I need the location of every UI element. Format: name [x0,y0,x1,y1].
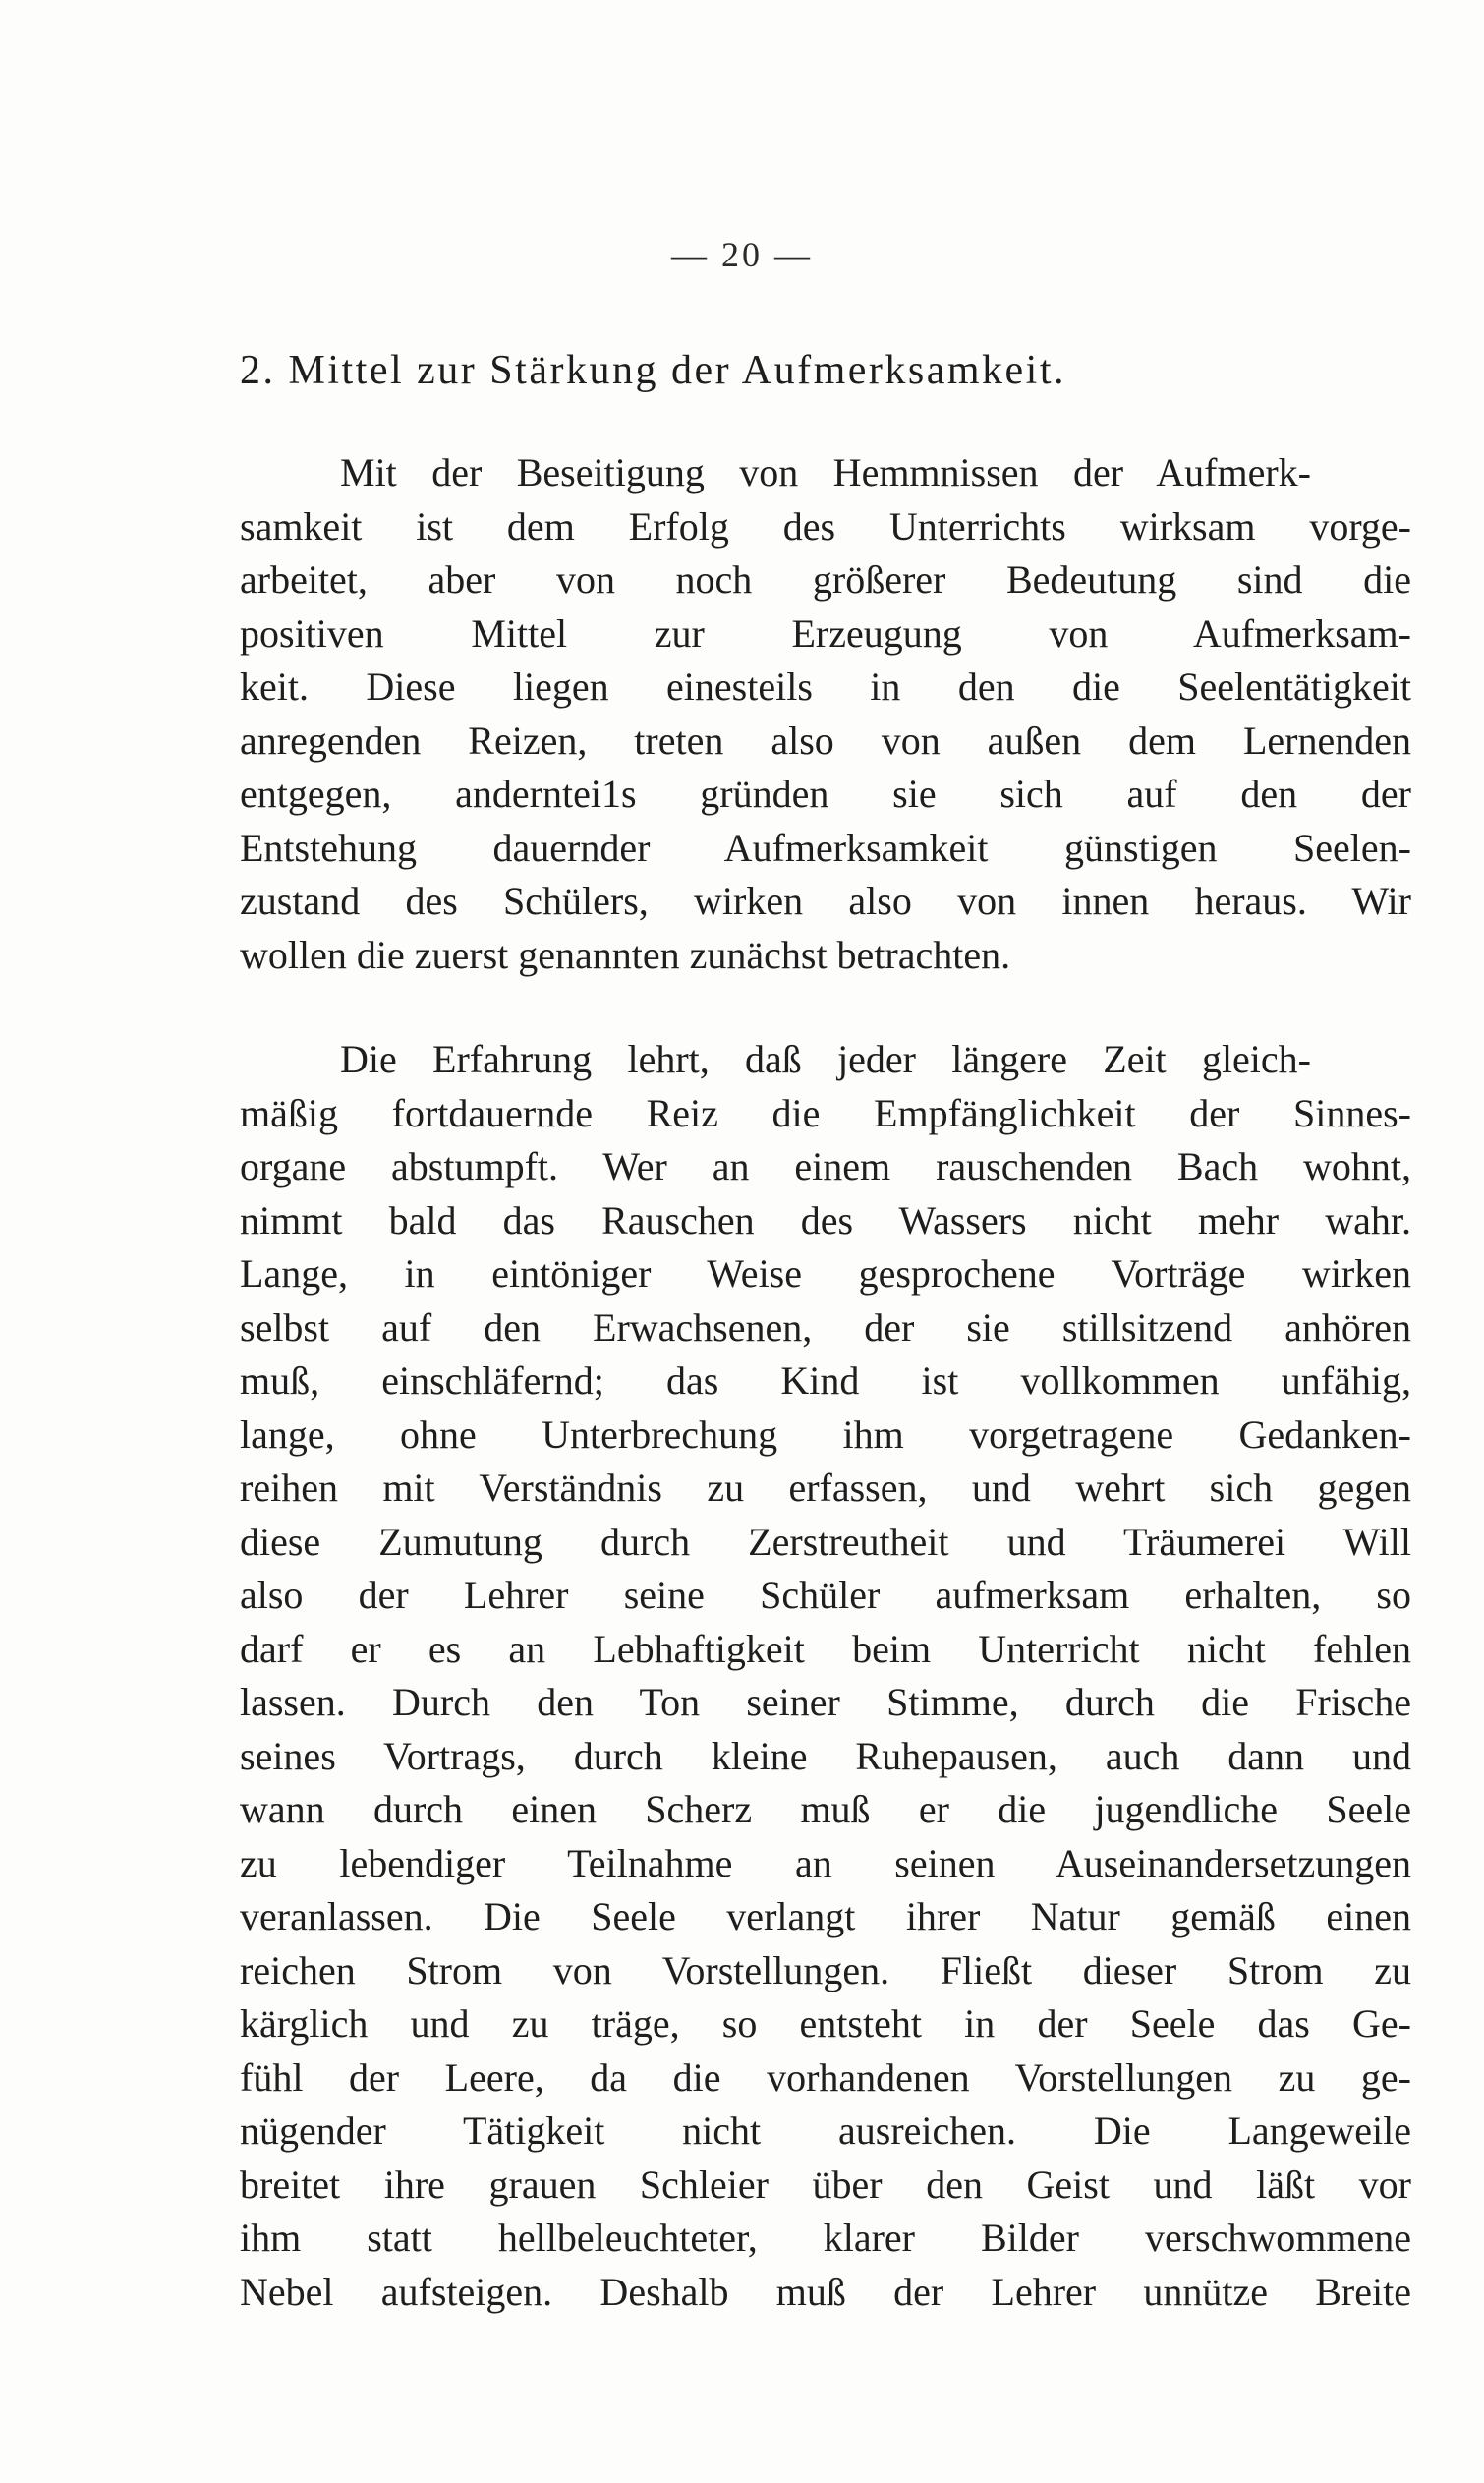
text-line: kärglich und zu träge, so entsteht in der Seele das Ge- [240,2001,1411,2046]
text-line: Lange, in eintöniger Weise gesprochene Vorträge wirken [240,1251,1411,1296]
text-line: veranlassen. Die Seele verlangt ihrer Natur gemäß einen [240,1894,1411,1938]
text-line: positiven Mittel zur Erzeugung von Aufmerksam- [240,610,1411,656]
paragraph-2 [240,1033,1411,2319]
text-line: breitet ihre grauen Schleier über den Geist und läßt vor [240,2162,1411,2207]
paragraph-1 [240,446,1411,982]
paragraph-spacer [240,982,1411,1033]
text-line: darf er es an Lebhaftigkeit beim Unterricht nicht fehlen [240,1626,1411,1671]
text-line: mäßig fortdauernde Reiz die Empfänglichkeit der Sinnes- [240,1090,1411,1135]
text-line: anregenden Reizen, treten also von außen dem Lernenden [240,718,1411,763]
text-line: samkeit ist dem Erfolg des Unterrichts wirksam vorge- [240,503,1411,549]
text-line: wann durch einen Scherz muß er die jugendliche Seele [240,1787,1411,1831]
text-line: seines Vortrags, durch kleine Ruhepausen, auch dann und [240,1733,1411,1778]
text-line: reihen mit Verständnis zu erfassen, und wehrt sich gegen [240,1466,1411,1510]
text-line: also der Lehrer seine Schüler aufmerksam erhalten, so [240,1573,1411,1617]
text-line: Nebel aufsteigen. Deshalb muß der Lehrer unnütze Breite [240,2269,1411,2314]
text-line: nimmt bald das Rauschen des Wassers nicht mehr wahr. [240,1197,1411,1242]
text-line: lange, ohne Unterbrechung ihm vorgetragene Gedanken- [240,1412,1411,1457]
text-line: zu lebendiger Teilnahme an seinen Auseinandersetzungen [240,1840,1411,1885]
text-line: nügender Tätigkeit nicht ausreichen. Die Langeweile [240,2108,1411,2153]
text-line: ihm statt hellbeleuchteter, klarer Bilder verschwommene [240,2216,1411,2260]
text-line: organe abstumpft. Wer an einem rauschenden Bach wohnt, [240,1144,1411,1188]
text-line: muß, einschläfernd; das Kind ist vollkommen unfähig, [240,1358,1411,1403]
text-line: Entstehung dauernder Aufmerksamkeit günstigen Seelen- [240,825,1411,870]
text-line: zustand des Schülers, wirken also von innen heraus. Wir [240,879,1411,923]
text-line: Die Erfahrung lehrt, daß jeder längere Zeit gleich- [340,1037,1311,1081]
text-line: keit. Diese liegen einesteils in den die Seelentätigkeit [240,664,1411,709]
text-line: entgegen, anderntei1s gründen sie sich auf den der [240,772,1411,816]
text-line: arbeitet, aber von noch größerer Bedeutung sind die [240,557,1411,602]
text-line: Mit der Beseitigung von Hemmnissen der Aufmerk- [340,450,1311,494]
text-block [240,344,1411,2319]
text-line: selbst auf den Erwachsenen, der sie stillsitzend anhören [240,1304,1411,1350]
text-line: lassen. Durch den Ton seiner Stimme, durch die Frische [240,1680,1411,1724]
page-number: — 20 — [671,235,813,274]
section-heading: 2. Mittel zur Stärkung der Aufmerksamkeit. [240,348,1067,393]
text-line: reichen Strom von Vorstellungen. Fließt dieser Strom zu [240,1947,1411,1992]
text-line: wollen die zuerst genannten zunächst betrachten. [240,932,1011,977]
text-line: diese Zumutung durch Zerstreutheit und Träumerei Will [240,1519,1411,1564]
text-line: fühl der Leere, da die vorhandenen Vorstellungen zu ge- [240,2054,1411,2100]
